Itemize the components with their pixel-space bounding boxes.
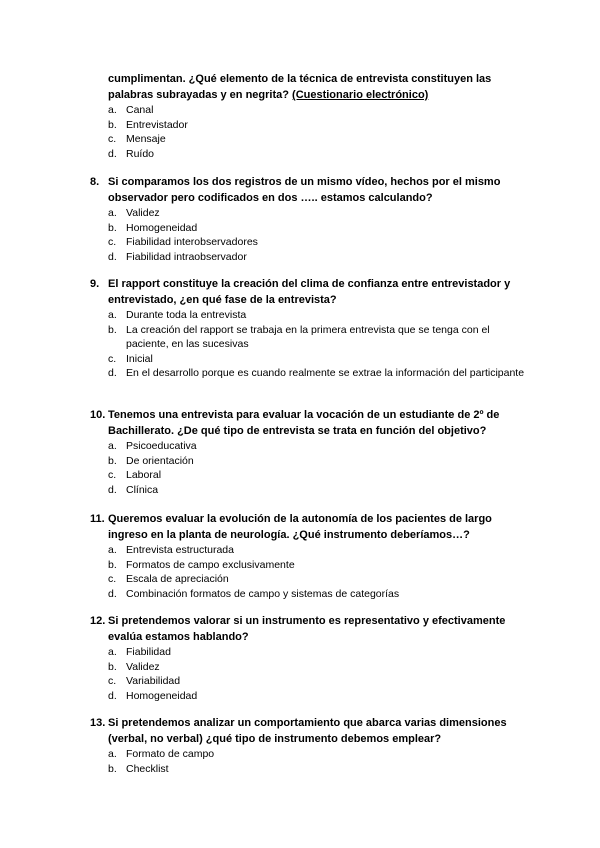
question-7-text-main: cumplimentan. ¿Qué elemento de la técnica de entrevista constituyen las palabras subrayadas y en negrita? — [108, 73, 492, 101]
question-8-options — [90, 206, 530, 264]
question-13-options — [90, 747, 530, 776]
question-11-options — [90, 543, 530, 601]
option: b. Homogeneidad — [108, 221, 198, 234]
question-8 — [90, 174, 530, 264]
question-9-options — [90, 308, 530, 381]
question-10-options — [90, 439, 530, 497]
option: a. Psicoeducativa — [108, 440, 197, 452]
question-7-underlined: (Cuestionario electrónico) — [292, 89, 429, 101]
option: c. Escala de apreciación — [108, 573, 229, 586]
option: a. Canal — [108, 104, 154, 116]
option: d. Ruído — [108, 147, 155, 160]
question-11 — [90, 511, 530, 601]
option: b. Formatos de campo exclusivamente — [108, 558, 295, 571]
option: a. Formato de campo — [108, 748, 215, 760]
question-13-text: 13. Si pretendemos analizar un comportamiento que abarca varias dimensiones (verbal, no verbal) ¿qué tipo de instrumento debemos emplear? — [90, 717, 507, 745]
question-11-text: 11. Queremos evaluar la evolución de la autonomía de los pacientes de largo ingreso en la planta de neurología. ¿Qué instrumento deberíamos…? — [90, 513, 492, 541]
question-9-text: 9. El rapport constituye la creación del clima de confianza entre entrevistador y entrevistado, ¿en qué fase de la entrevista? — [90, 278, 511, 306]
question-13 — [90, 715, 530, 776]
question-10 — [90, 407, 530, 497]
question-7-text — [90, 71, 530, 103]
question-8-text: 8. Si comparamos los dos registros de un mismo vídeo, hechos por el mismo observador pero codificados en dos ….. estamos calculando? — [90, 176, 501, 204]
question-7 — [90, 71, 530, 161]
option: d. En el desarrollo porque es cuando realmente se extrae la información del participante — [108, 367, 525, 380]
option: a. Fiabilidad — [108, 646, 171, 658]
option: b. Validez — [108, 660, 160, 673]
question-12-text: 12. Si pretendemos valorar si un instrumento es representativo y efectivamente evalúa estamos hablando? — [90, 615, 506, 643]
option: c. Inicial — [108, 352, 153, 365]
option: d. Homogeneidad — [108, 689, 198, 702]
option: c. Variabilidad — [108, 675, 181, 688]
option: c. Fiabilidad interobservadores — [108, 236, 258, 249]
question-10-text: 10. Tenemos una entrevista para evaluar la vocación de un estudiante de 2º de Bachillerato. ¿De qué tipo de entrevista se trata en función del objetivo? — [90, 409, 500, 437]
option: d. Clínica — [108, 483, 159, 496]
option: d. Fiabilidad intraobservador — [108, 250, 247, 263]
option: c. Mensaje — [108, 133, 166, 146]
question-7-options — [90, 103, 530, 161]
option: a. Entrevista estructurada — [108, 544, 234, 556]
option: c. Laboral — [108, 469, 162, 482]
question-9 — [90, 276, 530, 381]
option: a. Validez — [108, 207, 160, 219]
option: d. Combinación formatos de campo y sistemas de categorías — [108, 587, 400, 600]
option: b. Entrevistador — [108, 118, 188, 131]
question-12-options — [90, 645, 530, 703]
option: b. Checklist — [108, 762, 169, 775]
option: a. Durante toda la entrevista — [108, 309, 247, 321]
option: b. De orientación — [108, 454, 194, 467]
question-12 — [90, 613, 530, 703]
option: b. La creación del rapport se trabaja en la primera entrevista que se tenga con el paciente, en las sucesivas — [108, 323, 490, 351]
